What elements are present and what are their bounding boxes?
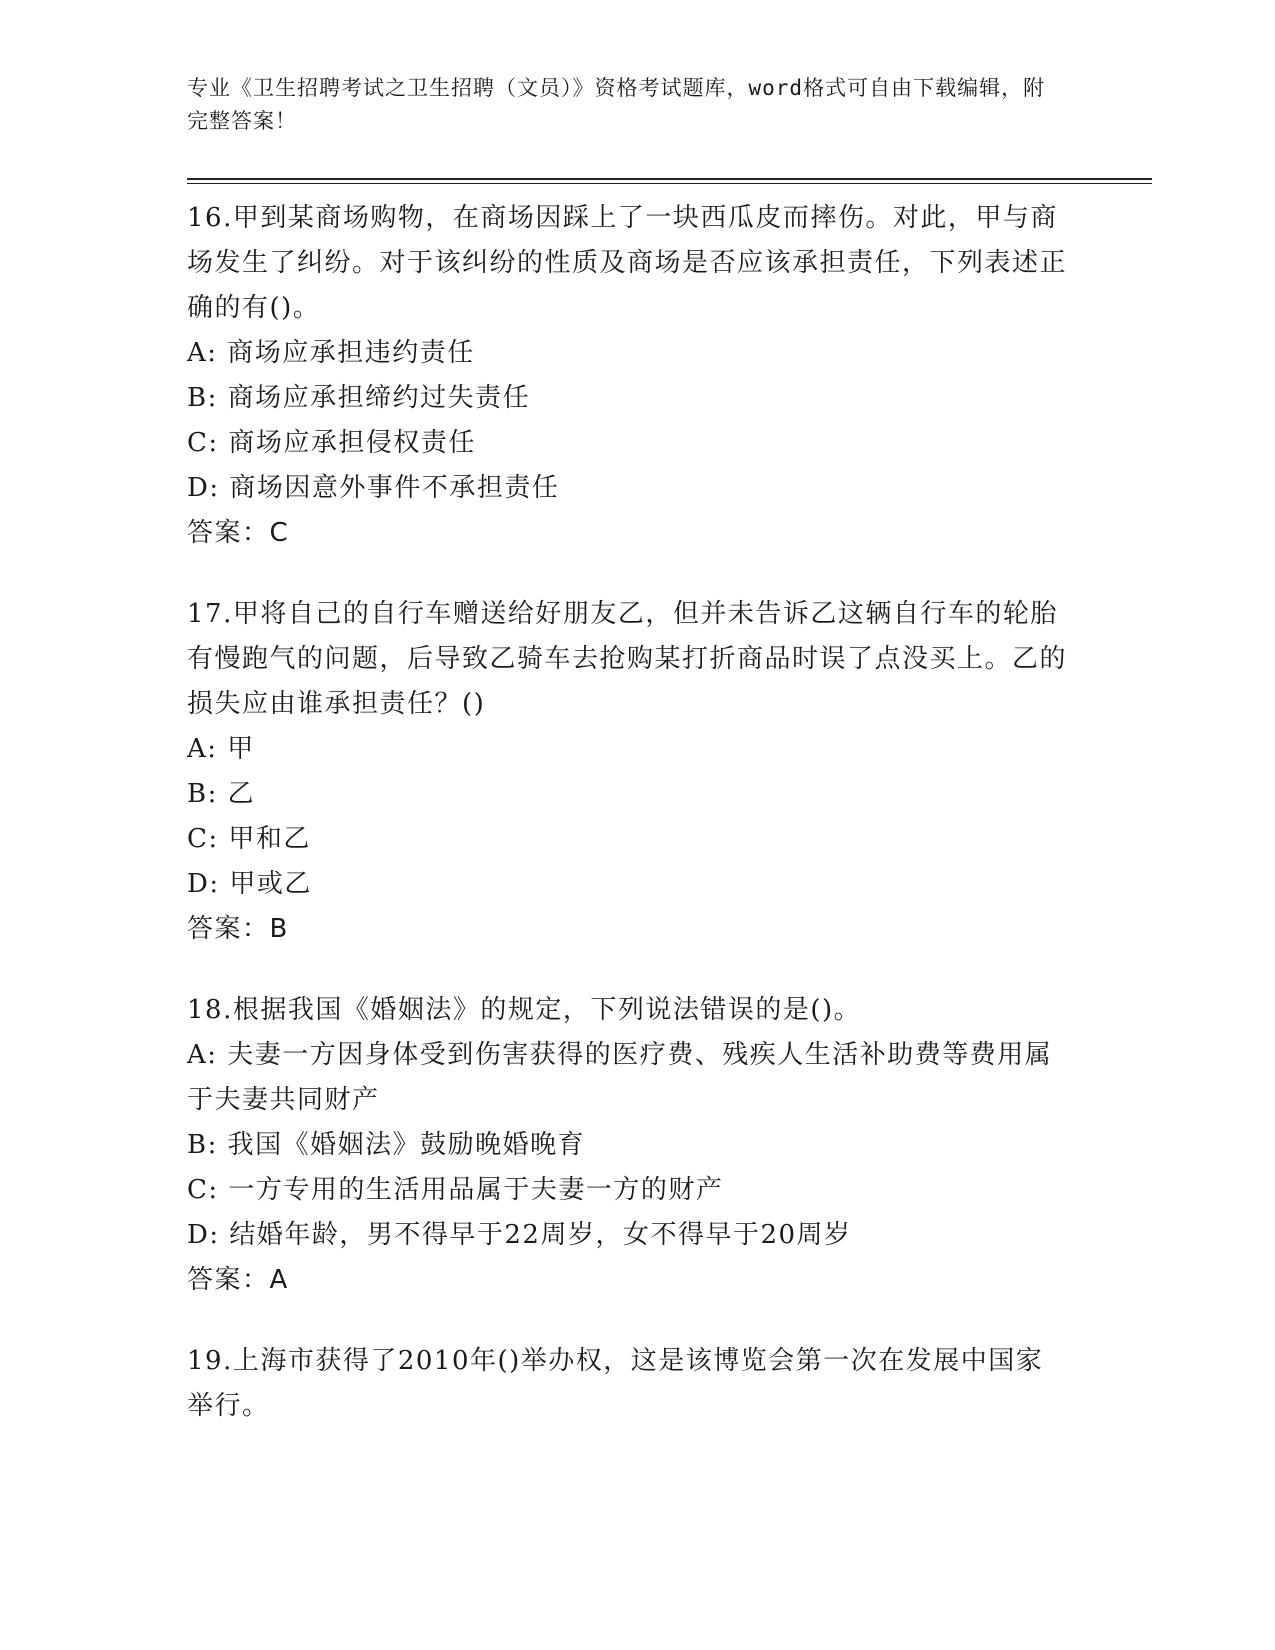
question-18 <box>187 988 1147 1303</box>
option-c: C: 甲和乙 <box>187 824 311 854</box>
question-stem: 19.上海市获得了2010年()举办权，这是该博览会第一次在发展中国家举行。 <box>187 1346 1044 1421</box>
option-c: C: 商场应承担侵权责任 <box>187 428 476 458</box>
document-page <box>187 72 1147 1465</box>
question-17 <box>187 592 1147 952</box>
header-text: 专业《卫生招聘考试之卫生招聘（文员）》资格考试题库，word格式可自由下载编辑，附完整答案！ <box>187 76 1046 133</box>
question-list <box>187 196 1147 1429</box>
option-b: B: 乙 <box>187 779 256 809</box>
header-divider <box>187 178 1152 184</box>
option-d: D: 商场因意外事件不承担责任 <box>187 473 560 503</box>
option-d: D: 甲或乙 <box>187 869 312 899</box>
option-a: A: 夫妻一方因身体受到伤害获得的医疗费、残疾人生活补助费等费用属于夫妻共同财产 <box>187 1040 1053 1115</box>
option-b: B: 商场应承担缔约过失责任 <box>187 383 531 413</box>
question-stem: 17.甲将自己的自行车赠送给好朋友乙，但并未告诉乙这辆自行车的轮胎有慢跑气的问题，后导致乙骑车去抢购某打折商品时误了点没买上。乙的损失应由谁承担责任？() <box>187 599 1068 719</box>
option-b: B: 我国《婚姻法》鼓励晚婚晚育 <box>187 1130 586 1160</box>
question-stem: 18.根据我国《婚姻法》的规定，下列说法错误的是()。 <box>187 995 862 1025</box>
answer-label: 答案：A <box>187 1265 289 1295</box>
option-a: A: 甲 <box>187 734 255 764</box>
option-a: A: 商场应承担违约责任 <box>187 338 475 368</box>
answer-label: 答案：C <box>187 518 290 548</box>
option-c: C: 一方专用的生活用品属于夫妻一方的财产 <box>187 1175 724 1205</box>
question-19 <box>187 1339 1147 1429</box>
option-d: D: 结婚年龄，男不得早于22周岁，女不得早于20周岁 <box>187 1220 852 1250</box>
question-16 <box>187 196 1147 556</box>
answer-label: 答案：B <box>187 914 289 944</box>
question-stem: 16.甲到某商场购物，在商场因踩上了一块西瓜皮而摔伤。对此，甲与商场发生了纠纷。对于该纠纷的性质及商场是否应该承担责任，下列表述正确的有()。 <box>187 203 1068 323</box>
